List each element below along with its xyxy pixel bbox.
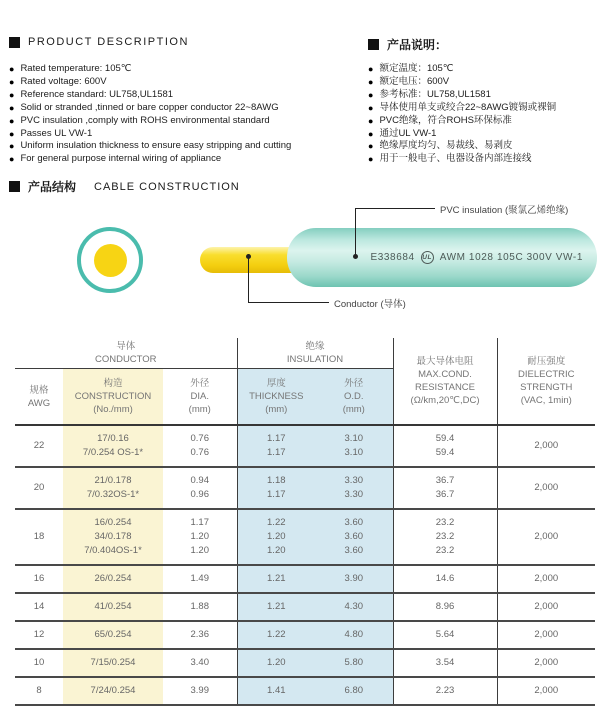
cell-construction: 7/24/0.254 (63, 677, 163, 705)
header-text-cn: 绝缘 (305, 341, 325, 352)
cell-od: 3.30 3.30 (315, 467, 393, 509)
bullet-icon: ● (368, 141, 374, 152)
header-text: 构造 (103, 378, 123, 389)
table-group-header-row (15, 338, 595, 369)
list-item-text: Reference standard: UL758,UL1581 (20, 88, 174, 100)
cell-dia: 1.88 (163, 593, 237, 621)
bullet-icon: ● (9, 76, 15, 87)
header-text: CONSTRUCTION (74, 391, 152, 402)
cell-dielectric: 2,000 (497, 509, 595, 565)
dielectric-column-header (497, 338, 595, 425)
cell-thickness: 1.22 (237, 621, 315, 649)
header-text: AWG (27, 397, 51, 409)
list-item-text: 导体使用单支或绞合22~8AWG镀锡或裸铜 (379, 101, 557, 113)
cell-construction: 41/0.254 (63, 593, 163, 621)
cell-construction: 26/0.254 (63, 565, 163, 593)
cell-construction: 65/0.254 (63, 621, 163, 649)
header-text: (mm) (342, 404, 365, 415)
header-text: O.D. (344, 391, 364, 402)
header-text: 外径 (190, 378, 210, 389)
bullet-icon: ● (9, 115, 15, 126)
list-item-text: 参考标准：UL758,UL1581 (379, 88, 491, 100)
header-text: DIELECTRIC (518, 369, 575, 380)
spec-table-body (15, 425, 595, 705)
list-item-text: Rated temperature: 105℃ (20, 63, 132, 74)
cell-thickness: 1.20 (237, 649, 315, 677)
cell-awg: 14 (15, 593, 63, 621)
cell-dia: 1.17 1.20 1.20 (163, 509, 237, 565)
section-title-en: CABLE CONSTRUCTION (94, 180, 240, 193)
cell-construction: 21/0.178 7/0.32OS-1* (63, 467, 163, 509)
ul-file-number: E338684 (370, 252, 415, 263)
cell-thickness: 1.41 (237, 677, 315, 705)
table-row (15, 509, 595, 565)
cell-awg: 16 (15, 565, 63, 593)
cell-od: 4.30 (315, 593, 393, 621)
cell-dia: 3.99 (163, 677, 237, 705)
cell-thickness: 1.18 1.17 (237, 467, 315, 509)
conductor-core-circle (94, 244, 127, 277)
table-row (15, 425, 595, 467)
cell-od: 6.80 (315, 677, 393, 705)
cell-dielectric: 2,000 (497, 621, 595, 649)
header-text-cn: 导体 (116, 341, 136, 352)
cell-resistance: 3.54 (393, 649, 497, 677)
cell-awg: 20 (15, 467, 63, 509)
list-item-text: For general purpose internal wiring of appliance (20, 153, 222, 165)
bullet-icon: ● (9, 89, 15, 100)
cell-resistance: 2.23 (393, 677, 497, 705)
cell-thickness: 1.21 (237, 565, 315, 593)
conductor-group-header (15, 338, 237, 369)
cell-awg: 12 (15, 621, 63, 649)
header-text: 外径 (344, 378, 364, 389)
table-row (15, 649, 595, 677)
header-text-en: CONDUCTOR (94, 354, 157, 365)
cell-resistance: 36.7 36.7 (393, 467, 497, 509)
cell-dia: 0.94 0.96 (163, 467, 237, 509)
cell-construction: 16/0.254 34/0.178 7/0.404OS-1* (63, 509, 163, 565)
cell-dielectric: 2,000 (497, 467, 595, 509)
cell-dielectric: 2,000 (497, 565, 595, 593)
list-item-text: 用于一般电子、电器设备内部连接线 (379, 153, 532, 165)
specification-table (15, 338, 595, 706)
cell-construction: 7/15/0.254 (63, 649, 163, 677)
cell-awg: 8 (15, 677, 63, 705)
section-title: PRODUCT DESCRIPTION (28, 36, 189, 48)
list-item-text: Solid or stranded ,tinned or bare copper conductor 22~8AWG (20, 101, 279, 113)
list-item-text: 绝缘厚度均匀、易裁线、易剥皮 (379, 140, 513, 152)
conductor-pointer-line-v (248, 257, 249, 302)
cell-resistance: 14.6 (393, 565, 497, 593)
cell-od: 3.10 3.10 (315, 425, 393, 467)
cell-thickness: 1.21 (237, 593, 315, 621)
cell-resistance: 23.2 23.2 23.2 (393, 509, 497, 565)
cell-dielectric: 2,000 (497, 677, 595, 705)
table-row (15, 565, 595, 593)
bullet-icon: ● (9, 64, 15, 74)
cell-dia: 3.40 (163, 649, 237, 677)
header-text: 规格 (29, 384, 49, 396)
bullet-icon: ● (368, 64, 374, 74)
resistance-column-header (393, 338, 497, 425)
pvc-insulation-label: PVC insulation (聚氯乙烯绝缘) (440, 205, 569, 216)
header-text: (mm) (265, 404, 288, 415)
ul-certification-icon: UL (421, 251, 434, 264)
cell-dielectric: 2,000 (497, 425, 595, 467)
conductor-pointer-line-h (248, 302, 329, 303)
cell-awg: 10 (15, 649, 63, 677)
cable-rating-text: AWM 1028 105C 300V VW-1 (439, 252, 583, 263)
bullet-icon: ● (368, 102, 374, 113)
bullet-icon: ● (368, 89, 374, 100)
bullet-icon: ● (9, 128, 15, 139)
header-text: MAX.COND. (418, 369, 472, 380)
bullet-icon: ● (368, 154, 374, 165)
thickness-column-header (237, 369, 315, 426)
bullet-icon: ● (368, 76, 374, 87)
bullet-icon: ● (9, 141, 15, 152)
header-text: RESISTANCE (415, 382, 476, 393)
header-text: 耐压强度 (527, 356, 566, 367)
list-item-text: Passes UL VW-1 (20, 127, 93, 139)
bullet-icon: ● (9, 102, 15, 113)
cell-od: 5.80 (315, 649, 393, 677)
header-text: STRENGTH (520, 382, 573, 393)
bullet-icon: ● (368, 115, 374, 126)
header-text: 最大导体电阻 (416, 356, 474, 367)
cell-resistance: 8.96 (393, 593, 497, 621)
cell-awg: 18 (15, 509, 63, 565)
pvc-pointer-line-v (355, 208, 356, 256)
construction-column-header (63, 369, 163, 426)
conductor-label: Conductor (导体) (334, 299, 406, 310)
cell-od: 3.90 (315, 565, 393, 593)
cell-awg: 22 (15, 425, 63, 467)
insulation-shape (287, 228, 597, 287)
cell-construction: 17/0.16 7/0.254 OS-1* (63, 425, 163, 467)
header-text: (mm) (188, 404, 211, 415)
table-row (15, 677, 595, 705)
cell-resistance: 5.64 (393, 621, 497, 649)
list-item-text: 额定温度：105℃ (379, 63, 454, 74)
list-item-text: Uniform insulation thickness to ensure easy stripping and cutting (20, 140, 292, 152)
cell-dia: 2.36 (163, 621, 237, 649)
cell-dielectric: 2,000 (497, 649, 595, 677)
list-item-text: PVC绝缘，符合ROHS环保标准 (379, 114, 512, 126)
list-item-text: 通过UL VW-1 (379, 127, 437, 139)
section-title-cn: 产品说明： (387, 38, 448, 52)
cell-dielectric: 2,000 (497, 593, 595, 621)
od-column-header (315, 369, 393, 426)
cable-cross-section (77, 227, 143, 293)
insulation-group-header (237, 338, 393, 369)
list-item-text: PVC insulation ,comply with ROHS environmental standard (20, 114, 270, 126)
header-text: DIA. (190, 391, 209, 402)
cell-od: 3.60 3.60 3.60 (315, 509, 393, 565)
list-item-text: Rated voltage: 600V (20, 75, 107, 87)
cell-dia: 0.76 0.76 (163, 425, 237, 467)
header-text: (Ω/km,20℃,DC) (410, 395, 480, 406)
cell-dia: 1.49 (163, 565, 237, 593)
cell-resistance: 59.4 59.4 (393, 425, 497, 467)
header-text: THICKNESS (249, 391, 304, 402)
awg-column-header (15, 369, 63, 426)
cable-print-text (370, 251, 583, 264)
bullet-icon: ● (9, 154, 15, 165)
pvc-pointer-line-h (355, 208, 435, 209)
section-title-cn: 产品结构 (28, 180, 77, 194)
cell-thickness: 1.22 1.20 1.20 (237, 509, 315, 565)
header-text: 厚度 (266, 378, 286, 389)
cell-thickness: 1.17 1.17 (237, 425, 315, 467)
header-text: (VAC, 1min) (520, 395, 572, 406)
table-row (15, 621, 595, 649)
header-text-en: INSULATION (286, 354, 344, 365)
header-text: (No./mm) (93, 404, 133, 415)
table-row (15, 467, 595, 509)
dia-column-header (163, 369, 237, 426)
bullet-icon: ● (368, 128, 374, 139)
list-item-text: 额定电压：600V (379, 75, 450, 87)
cell-od: 4.80 (315, 621, 393, 649)
table-row (15, 593, 595, 621)
